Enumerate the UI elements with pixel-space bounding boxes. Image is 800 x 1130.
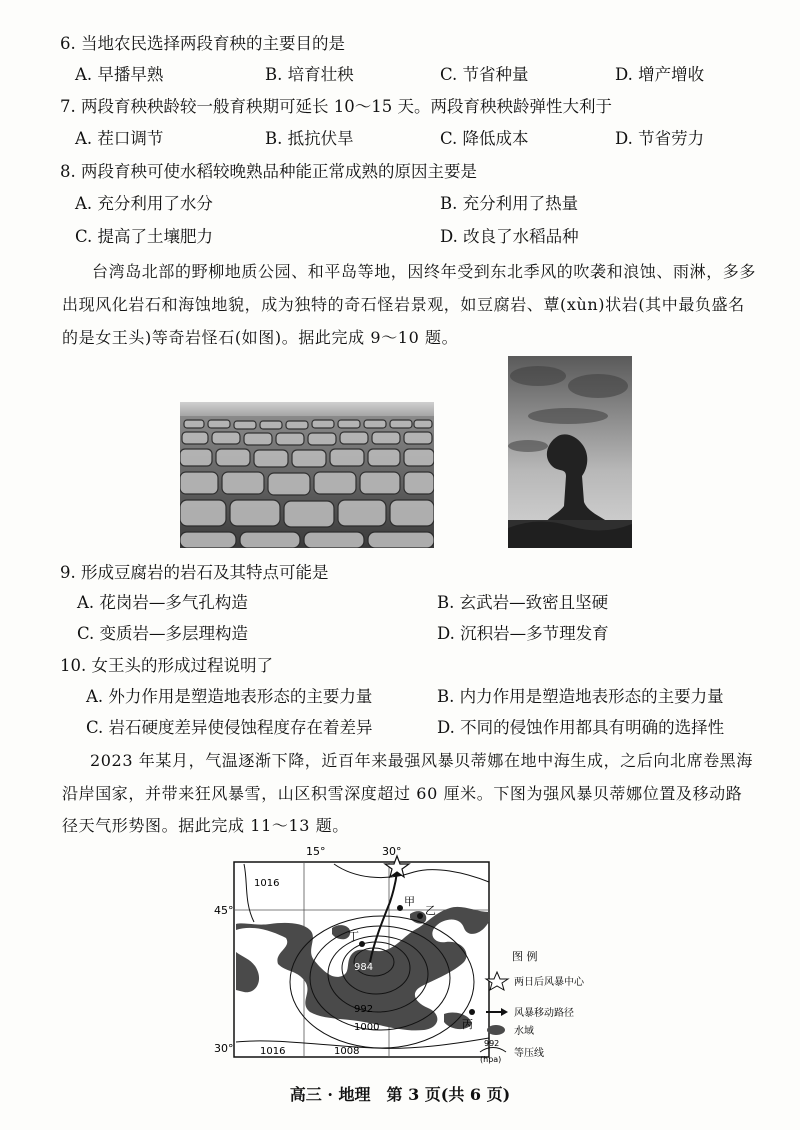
queens-head-rock-photo bbox=[508, 356, 632, 548]
storm-weather-map bbox=[214, 842, 594, 1067]
q8-option-c: C. 提高了土壤肥力 bbox=[75, 227, 214, 246]
legend-isobar-sample: 992 bbox=[484, 1039, 500, 1048]
legend-isobar: 等压线 bbox=[514, 1048, 544, 1059]
q6-option-c: C. 节省种量 bbox=[440, 65, 529, 84]
isobar-label-1016-nw: 1016 bbox=[254, 878, 280, 889]
q6-option-a: A. 早播早熟 bbox=[75, 65, 164, 84]
q7-option-b: B. 抵抗伏旱 bbox=[265, 129, 354, 148]
legend-storm-center: 两日后风暴中心 bbox=[514, 977, 584, 988]
passage-1-line-2: 出现风化岩石和海蚀地貌，成为独特的奇石怪岩景观，如豆腐岩、蕈(xùn)状岩(其中最负盛名 bbox=[62, 295, 745, 314]
passage-2-line-2: 沿岸国家，并带来狂风暴雪，山区积雪深度超过 60 厘米。下图为强风暴贝蒂娜位置及移动路 bbox=[62, 784, 743, 803]
q7-option-c: C. 降低成本 bbox=[440, 129, 529, 148]
map-lat-label-30: 30° bbox=[214, 1042, 234, 1055]
q8-option-b: B. 充分利用了热量 bbox=[440, 194, 579, 213]
legend-water: 水域 bbox=[514, 1026, 534, 1037]
q8-option-d: D. 改良了水稻品种 bbox=[440, 227, 579, 246]
map-lon-label-30: 30° bbox=[382, 845, 402, 858]
passage-2-line-3: 径天气形势图。据此完成 11～13 题。 bbox=[62, 816, 349, 835]
legend-title: 图 例 bbox=[512, 950, 538, 963]
isobar-label-984: 984 bbox=[354, 962, 374, 973]
q7-option-d: D. 节省劳力 bbox=[615, 129, 705, 148]
q10-option-a: A. 外力作用是塑造地表形态的主要力量 bbox=[86, 687, 373, 706]
q7-option-a: A. 茬口调节 bbox=[75, 129, 164, 148]
map-lon-label-15: 15° bbox=[306, 845, 326, 858]
q9-option-a: A. 花岗岩—多气孔构造 bbox=[77, 593, 248, 612]
q9-option-b: B. 玄武岩—致密且坚硬 bbox=[437, 593, 609, 612]
passage-1-line-3: 的是女王头)等奇岩怪石(如图)。据此完成 9～10 题。 bbox=[62, 328, 459, 347]
q6-option-b: B. 培育壮秧 bbox=[265, 65, 354, 84]
question-9-stem: 9. 形成豆腐岩的岩石及其特点可能是 bbox=[60, 563, 329, 582]
map-lat-label-45: 45° bbox=[214, 904, 234, 917]
question-6-stem: 6. 当地农民选择两段育秧的主要目的是 bbox=[60, 34, 345, 53]
question-10-stem: 10. 女王头的形成过程说明了 bbox=[60, 656, 273, 675]
place-label-bing: 丙 bbox=[462, 1018, 473, 1031]
isobar-label-992: 992 bbox=[354, 1004, 374, 1015]
passage-1-line-1: 台湾岛北部的野柳地质公园、和平岛等地，因终年受到东北季风的吹袭和浪蚀、雨淋，多多 bbox=[92, 262, 757, 281]
isobar-label-1000: 1000 bbox=[354, 1022, 380, 1033]
legend-water-icon bbox=[487, 1025, 505, 1035]
q10-option-b: B. 内力作用是塑造地表形态的主要力量 bbox=[437, 687, 724, 706]
question-8-stem: 8. 两段育秧可使水稻较晚熟品种能正常成熟的原因主要是 bbox=[60, 162, 477, 181]
passage-2-line-1: 2023 年某月，气温逐渐下降，近百年来最强风暴贝蒂娜在地中海生成，之后向北席卷黑海 bbox=[90, 751, 754, 770]
place-label-jia: 甲 bbox=[404, 895, 415, 908]
page-footer: 高三 · 地理 第 3 页(共 6 页) bbox=[289, 1085, 511, 1104]
q10-option-d: D. 不同的侵蚀作用都具有明确的选择性 bbox=[437, 718, 725, 737]
legend-storm-path: 风暴移动路径 bbox=[514, 1008, 574, 1019]
q10-option-c: C. 岩石硬度差异使侵蚀程度存在着差异 bbox=[86, 718, 373, 737]
question-7-stem: 7. 两段育秧秧龄较一般育秧期可延长 10～15 天。两段育秧秧龄弹性大利于 bbox=[60, 97, 612, 116]
place-label-yi: 乙 bbox=[425, 904, 436, 917]
isobar-label-1016-sw: 1016 bbox=[260, 1046, 286, 1057]
tofu-rock-photo bbox=[180, 402, 434, 548]
isobar-label-1008: 1008 bbox=[334, 1046, 360, 1057]
legend-unit: (hpa) bbox=[480, 1055, 502, 1064]
place-label-ding: 丁 bbox=[348, 930, 359, 943]
q9-option-c: C. 变质岩—多层理构造 bbox=[77, 624, 249, 643]
q6-option-d: D. 增产增收 bbox=[615, 65, 705, 84]
q8-option-a: A. 充分利用了水分 bbox=[75, 194, 213, 213]
q9-option-d: D. 沉积岩—多节理发育 bbox=[437, 624, 609, 643]
